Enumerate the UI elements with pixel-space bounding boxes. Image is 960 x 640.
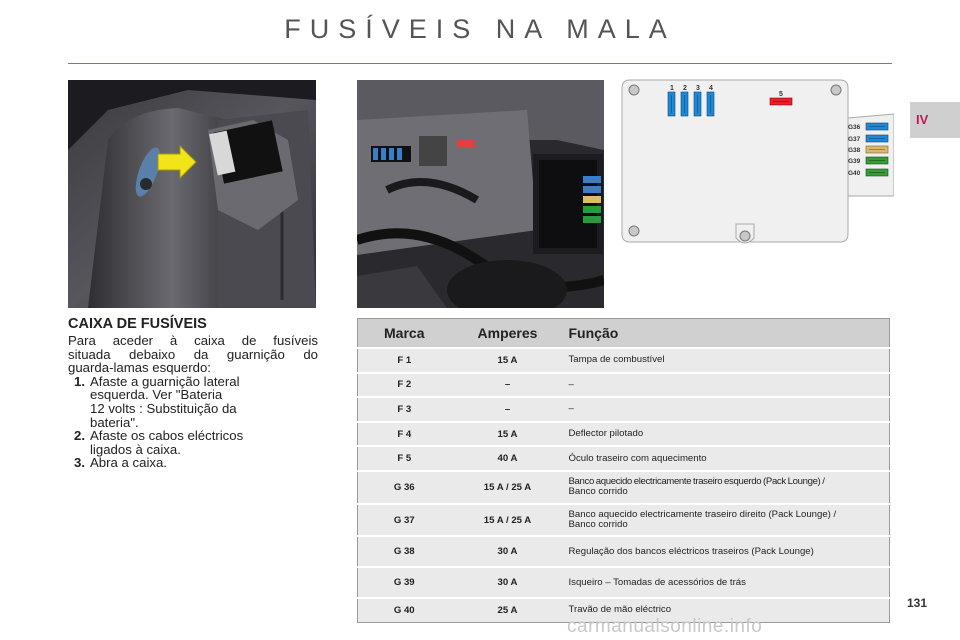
fuse-diagram [618, 78, 894, 248]
cell-funcao-line: Isqueiro – Tomadas de acessórios de trás [568, 576, 746, 588]
steps-list [68, 375, 318, 470]
fuse-label-g37: G37 [848, 136, 861, 143]
cell-marca: F 4 [358, 422, 451, 447]
fuse-slot-3 [694, 92, 701, 116]
cell-funcao-line: Travão de mão eléctrico [568, 604, 672, 616]
fuse-slot-1 [668, 92, 675, 116]
fuse-label-1: 1 [670, 85, 674, 92]
cell-funcao-line: Banco corrido [568, 486, 628, 498]
table-row [358, 373, 890, 398]
step-2 [68, 429, 318, 456]
fuse-label-3: 3 [696, 85, 700, 92]
cell-marca: G 38 [358, 536, 451, 567]
section-heading: CAIXA DE FUSÍVEIS [68, 316, 207, 332]
fuse-label-g38: G38 [848, 147, 861, 154]
page-title: FUSÍVEIS NA MALA [284, 14, 676, 44]
cell-amperes: 40 A [451, 446, 565, 471]
table-row [358, 446, 890, 471]
cell-amperes: 15 A [451, 422, 565, 447]
cell-marca: G 39 [358, 567, 451, 598]
step-line: ligados à caixa. [90, 441, 181, 457]
cell-amperes: 15 A / 25 A [451, 471, 565, 504]
fuse-slot-g38 [866, 146, 888, 153]
cell-funcao [565, 422, 890, 447]
cell-funcao [565, 504, 890, 537]
fuse-label-2: 2 [683, 85, 687, 92]
header-marca: Marca [358, 319, 451, 349]
header-funcao: Função [565, 319, 890, 349]
section-body [68, 334, 318, 470]
intro-line-2: situada debaixo da guarnição do [68, 346, 318, 362]
watermark: carmanualsonline.info [567, 616, 763, 637]
cell-funcao [565, 536, 890, 567]
cell-amperes: 15 A / 25 A [451, 504, 565, 537]
fuse-label-5: 5 [779, 91, 783, 98]
cell-funcao [565, 373, 890, 398]
cell-amperes: – [451, 397, 565, 422]
table-row [358, 567, 890, 598]
fuse-slot-5 [770, 98, 792, 105]
cell-funcao-line: Deflector pilotado [568, 428, 644, 440]
cell-funcao-line: Tampa de combustível [568, 354, 665, 366]
title-divider [68, 63, 892, 64]
fuse-slot-4 [707, 92, 714, 116]
fuse-slot-g40 [866, 169, 888, 176]
cell-marca: F 5 [358, 446, 451, 471]
cell-funcao-line: Banco aquecido electricamente traseiro direito (Pack Lounge) / [568, 509, 837, 521]
fuse-slot-g36 [866, 123, 888, 130]
fuse-slot-g37 [866, 135, 888, 142]
fuse-label-g36: G36 [848, 124, 861, 131]
cell-marca: G 40 [358, 598, 451, 623]
table-row [358, 348, 890, 373]
cell-funcao-line: Óculo traseiro com aquecimento [568, 452, 707, 464]
cell-funcao [565, 471, 890, 504]
chapter-tab[interactable]: IV [910, 102, 960, 138]
cell-funcao-line: – [568, 403, 574, 415]
cell-marca: F 2 [358, 373, 451, 398]
fuse-slot-g39 [866, 157, 888, 164]
cell-funcao [565, 397, 890, 422]
table-header-row [358, 319, 890, 349]
table-row [358, 536, 890, 567]
cell-funcao-line: Banco corrido [568, 519, 628, 531]
step-line: Afaste os cabos eléctricos [90, 428, 244, 444]
step-1 [68, 375, 318, 429]
fuse-label-4: 4 [709, 85, 713, 92]
step-number: 2. [74, 428, 85, 444]
step-line: Afaste a guarnição lateral [90, 373, 240, 389]
cell-amperes: 30 A [451, 567, 565, 598]
step-number: 1. [74, 373, 85, 389]
fusebox-photo [357, 80, 604, 308]
fuse-label-g39: G39 [848, 158, 861, 165]
fuse-table [357, 318, 890, 623]
page-number: 131 [907, 596, 928, 610]
table-row [358, 397, 890, 422]
cell-funcao [565, 446, 890, 471]
cell-amperes: – [451, 373, 565, 398]
cell-funcao-line: Banco aquecido electricamente traseiro esquerdo (Pack Lounge) / [568, 476, 825, 488]
cell-funcao-line: Regulação dos bancos eléctricos traseiros (Pack Lounge) [568, 545, 814, 557]
cell-amperes: 15 A [451, 348, 565, 373]
step-line: 12 volts : Substituição da [90, 400, 237, 416]
table-row [358, 504, 890, 537]
intro-line-1: Para aceder à caixa de fusíveis [68, 333, 318, 348]
cell-amperes: 30 A [451, 536, 565, 567]
cell-funcao-line: – [568, 378, 574, 390]
cell-amperes: 25 A [451, 598, 565, 623]
step-number: 3. [74, 455, 85, 471]
table-row [358, 471, 890, 504]
header-amperes: Amperes [451, 319, 565, 349]
cell-marca: F 1 [358, 348, 451, 373]
cell-funcao [565, 567, 890, 598]
table-row [358, 422, 890, 447]
step-line: esquerda. Ver "Bateria [90, 387, 223, 403]
trunk-photo [68, 80, 316, 308]
fuse-slot-2 [681, 92, 688, 116]
cell-funcao [565, 348, 890, 373]
fuse-label-g40: G40 [848, 170, 861, 177]
intro-line-3: guarda-lamas esquerdo: [68, 360, 211, 376]
step-line: bateria". [90, 414, 139, 430]
cell-marca: G 36 [358, 471, 451, 504]
step-line: Abra a caixa. [90, 455, 167, 471]
step-3 [68, 456, 318, 470]
cell-marca: G 37 [358, 504, 451, 537]
cell-marca: F 3 [358, 397, 451, 422]
